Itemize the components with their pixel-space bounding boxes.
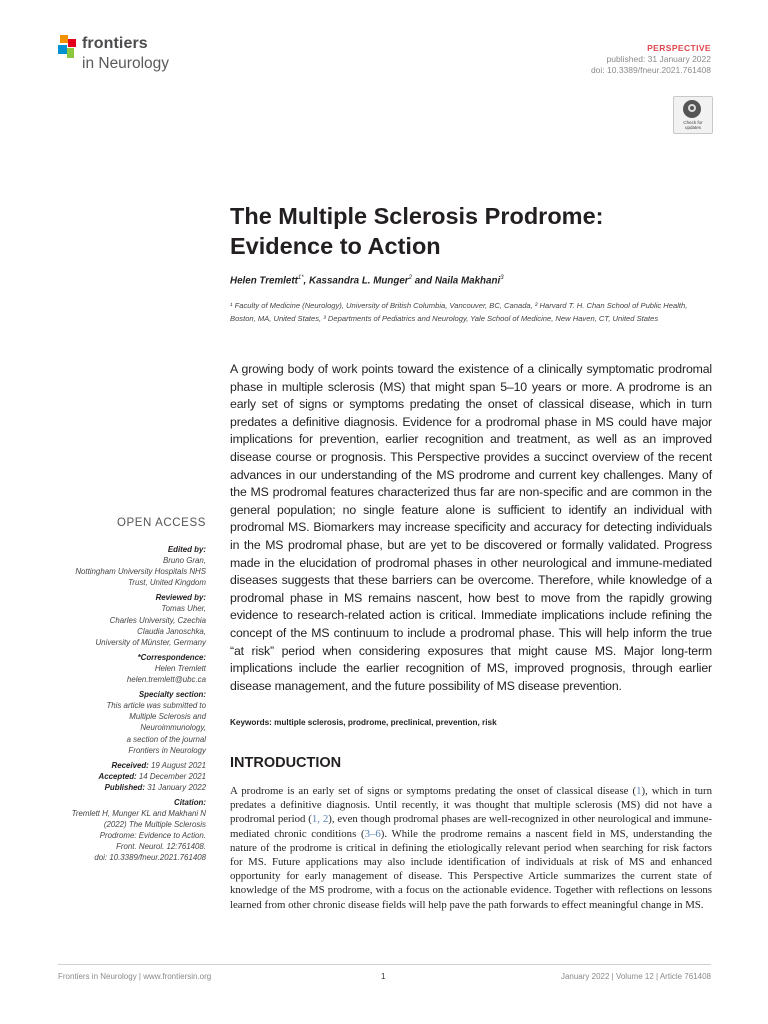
author-list: Helen Tremlett$^{1*}$, Kassandra L. Munger$^2$ and Naila Makhani$^3$ bbox=[230, 275, 504, 287]
page-number: 1 bbox=[381, 972, 386, 981]
journal-logo[interactable] bbox=[58, 33, 198, 79]
article-title: The Multiple Sclerosis Prodrome: Evidence to Action bbox=[230, 203, 604, 259]
citation-link[interactable]: 1 bbox=[636, 785, 642, 797]
affiliations: ¹ Faculty of Medicine (Neurology), University of British Columbia, Vancouver, BC, Canada, ² Harvard T. H. Chan School of Public Health, Boston, MA, United States, ³ Departments of Pediatrics and Neurology, Yale School of Medicine, New Haven, CT, United States bbox=[230, 301, 688, 323]
citation-line: Prodrome: Evidence to Action. bbox=[99, 831, 206, 841]
editor-line: Trust, United Kingdom bbox=[128, 578, 206, 588]
published-date-sidebar: Published: 31 January 2022 bbox=[104, 782, 206, 792]
reviewer-line: Tomas Uher, bbox=[161, 604, 206, 614]
footer-divider bbox=[58, 964, 711, 965]
check-updates-icon bbox=[683, 100, 701, 118]
footer-issue-info: January 2022 | Volume 12 | Article 761408 bbox=[560, 972, 711, 981]
specialty-line: Frontiers in Neurology bbox=[128, 745, 206, 755]
author-name[interactable]: Helen Tremlett bbox=[230, 275, 298, 287]
specialty-line: a section of the journal bbox=[126, 734, 206, 744]
doi[interactable]: doi: 10.3389/fneur.2021.761408 bbox=[590, 65, 711, 75]
article-info-sidebar bbox=[46, 544, 206, 864]
citation-line: Tremlett H, Munger KL and Makhani N bbox=[71, 809, 206, 819]
reviewer-line: Claudia Janoschka, bbox=[137, 626, 206, 636]
specialty-line: Multiple Sclerosis and bbox=[129, 712, 206, 722]
article-type: PERSPECTIVE bbox=[647, 43, 711, 53]
introduction-paragraph: A prodrome is an early set of signs or symptoms predating the onset of classical disease (1), which in turn predates a definitive diagnosis. Until recently, it was thought that multiple sclerosis (MS) did not have a prodromal period (1, 2), even though prodromal phases are well-recognized in other neurological and immune-mediated chronic conditions (3–6). While the prodrome remains a nascent field in MS, understanding the nature of the prodrome is critical in defining the etiologically relevant period when searching for risk factors for MS. Future applications may also include identification of individuals at risk of MS and enhanced opportunity for early management of disease. This Perspective Article summarizes the current state of knowledge of the MS prodrome, with a focus on the actionable evidence. Together with reflections on lessons learned from other chronic disease fields will help pave the path forwards to effect meaningful change in MS. bbox=[230, 785, 713, 911]
received-date: Received: 19 August 2021 bbox=[111, 760, 206, 770]
citation-link[interactable]: 1, 2 bbox=[311, 813, 329, 826]
open-access-label: OPEN ACCESS bbox=[116, 517, 206, 529]
editor-line: Nottingham University Hospitals NHS bbox=[75, 567, 206, 577]
footer-journal-link[interactable]: Frontiers in Neurology | www.frontiersin.org bbox=[58, 972, 212, 981]
reviewer-line: Charles University, Czechia bbox=[109, 615, 206, 625]
published-date: published: 31 January 2022 bbox=[606, 54, 711, 64]
reviewed-by-label: Reviewed by: bbox=[155, 593, 206, 603]
citation-label: Citation: bbox=[174, 797, 206, 807]
section-heading-introduction: INTRODUCTION bbox=[230, 755, 342, 771]
reviewer-line: University of Münster, Germany bbox=[95, 637, 206, 647]
citation-line: doi: 10.3389/fneur.2021.761408 bbox=[94, 853, 206, 863]
specialty-line: This article was submitted to bbox=[106, 701, 206, 711]
journal-name-line2: in Neurology bbox=[82, 55, 170, 72]
specialty-line: Neuroimmunology, bbox=[140, 723, 206, 733]
citation-line: (2022) The Multiple Sclerosis bbox=[103, 820, 206, 830]
check-updates-label: Check for updates bbox=[683, 120, 703, 130]
check-for-updates-button[interactable] bbox=[673, 96, 713, 134]
author-name[interactable]: Naila Makhani bbox=[434, 275, 501, 287]
correspondence-name: Helen Tremlett bbox=[154, 663, 206, 673]
correspondence-email[interactable]: helen.tremlett@ubc.ca bbox=[126, 675, 206, 685]
article-header bbox=[591, 43, 711, 76]
frontiers-logo-icon bbox=[58, 35, 80, 59]
citation-link[interactable]: 3–6 bbox=[364, 827, 381, 840]
journal-name-line1: frontiers bbox=[82, 35, 148, 52]
citation-line: Front. Neurol. 12:761408. bbox=[116, 842, 206, 852]
correspondence-label: *Correspondence: bbox=[137, 652, 206, 662]
keywords: Keywords: multiple sclerosis, prodrome, preclinical, prevention, risk bbox=[230, 718, 497, 727]
edited-by-label: Edited by: bbox=[167, 545, 206, 554]
abstract: A growing body of work points toward the existence of a clinically symptomatic prodromal phase in multiple sclerosis (MS) that might span 5–10 years or more. A prodrome is an early set of signs or symptoms predating the onset of classical disease, which in turn predates a definitive diagnosis. Evidence for a prodromal phase in MS could have major implications for prevention, earlier recognition and treatment, as well as an improved disease course or prognosis. This Perspective provides a succinct overview of the recent advances in our understanding of the MS prodrome and current key challenges. Many of the MS prodromal features characterized thus far are non-specific and are common in the general population; no single feature alone is sufficient to identify an individual with prodromal MS. Biomarkers may increase specificity and accuracy for detecting individuals in the MS prodromal phase, but are yet to be discovered or formally validated. Progress made in the elucidation of prodromal phases in other neurological and immune-mediated diseases suggests that these barriers can be overcome. Therefore, while knowledge of a prodromal phase in MS remains nascent, how best to move from the rapidly growing evidence to research-related action is critical. Immediate implications include refining the concept of the MS continuum to include a prodromal phase. This will help inform the true “at risk” period when considering exposures that might cause MS. Major long-term implications include the earlier recognition of MS, improved prognosis, through earlier disease management, and the future possibility of MS disease prevention. bbox=[230, 362, 712, 693]
specialty-section-label: Specialty section: bbox=[138, 690, 206, 700]
accepted-date: Accepted: 14 December 2021 bbox=[98, 771, 206, 781]
author-name[interactable]: Kassandra L. Munger bbox=[309, 275, 409, 287]
editor-line: Bruno Gran, bbox=[163, 556, 206, 566]
